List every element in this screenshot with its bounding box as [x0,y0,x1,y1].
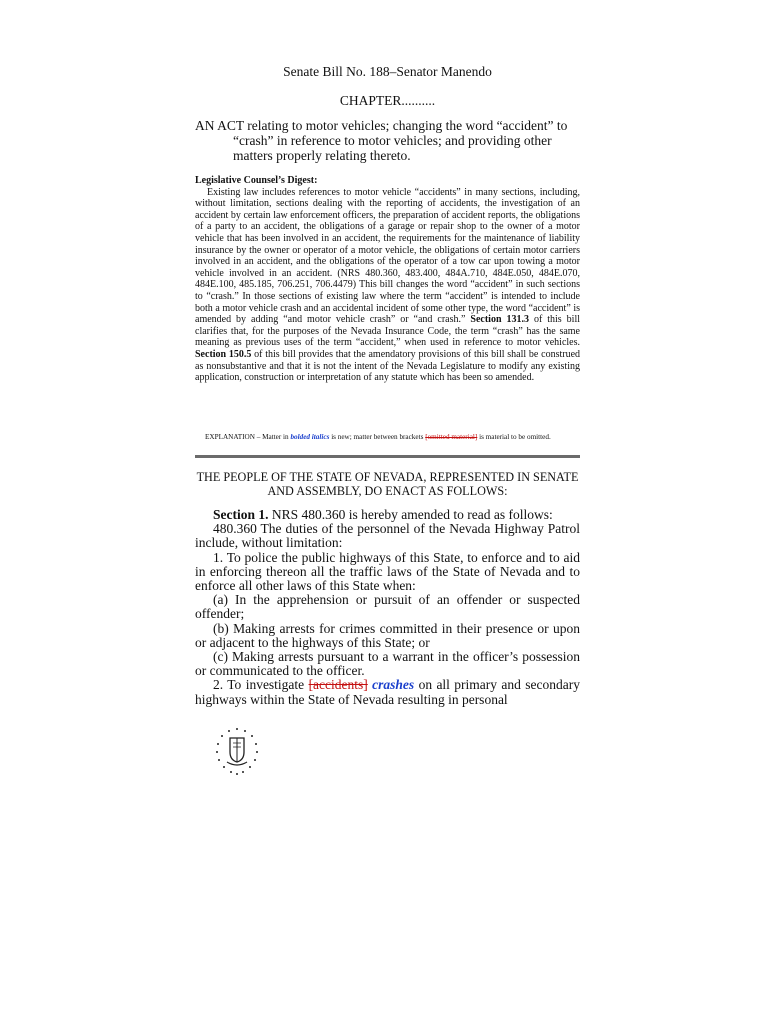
digest-text: of this bill clarifies that, for the purposes of the Nevada Insurance Code, the term “crash” has the same meaning as previous uses of the term “accident,” when used in reference to motor vehicles. [195,314,580,349]
explanation-note [205,433,580,441]
statute-paragraph: (a) In the apprehension or pursuit of an offender or suspected offender; [195,592,580,622]
statute-paragraph: (c) Making arrests pursuant to a warrant in the officer’s possession or communicated to the officer. [195,649,580,679]
explanation-omitted-sample: [omitted material] [425,433,478,441]
statute-paragraph [195,678,580,706]
statute-text: 2. To investigate [213,677,309,693]
explanation-text: is material to be omitted. [477,433,551,441]
inserted-text: crashes [372,677,415,693]
digest-section-ref: Section 150.5 [195,348,252,360]
nevada-legislature-seal-icon [213,726,261,776]
digest-text: Existing law includes references to motor vehicle “accidents” in many sections, including, without limitation, sections dealing with the reporting of accidents, the investigation of an accident by certain law enforcement officers, the preparation of accident reports, the obligations of a party to an accident, the obligations of a garage or repair shop to the owner of a motor vehicle that has been involved in an accident, the requirements for the maintenance of liability insurance by the owner or operator of a motor vehicle, the obligations of certain motor carriers involved in an accident, and the obligations of the operator of a tow car upon towing a motor vehicle involved in an accident. (NRS 480.360, 483.400, 484A.710, 484E.050, 484E.070, 484E.100, 485.185, 706.251, 706.4479) This bill changes the word “accident” in such sections to “crash.” In those sections of existing law where the term “accident” is intended to include both a motor vehicle crash and an accidental incident of some other type, the word “accident” is amended by adding “and motor vehicle crash” or “and crash.” [195,186,580,326]
explanation-text: EXPLANATION – Matter in [205,433,291,441]
act-title: AN ACT relating to motor vehicles; changing the word “accident” to “crash” in reference to motor vehicles; and providing other matters properly relating thereto. [195,118,568,163]
digest-heading: Legislative Counsel’s Digest: [195,175,318,186]
statute-paragraph: (b) Making arrests for crimes committed in their presence or upon or adjacent to the highways of this State; or [195,620,580,650]
section-divider [195,455,580,458]
section-label: Section 1. [213,507,269,522]
statute-text: on all primary and secondary highways within the State of Nevada resulting in personal [195,677,581,707]
bill-header: Senate Bill No. 188–Senator Manendo [283,64,492,79]
explanation-text: is new; matter between brackets [329,433,426,441]
enacting-clause: THE PEOPLE OF THE STATE OF NEVADA, REPRESENTED IN SENATE AND ASSEMBLY, DO ENACT AS FOLLOWS: [196,470,579,498]
deleted-text: [accidents] [308,677,368,693]
chapter-line: CHAPTER.......... [339,93,436,108]
section-intro: NRS 480.360 is hereby amended to read as follows: [268,507,553,522]
explanation-new-sample: bolded italics [290,433,330,441]
legislative-digest [195,175,580,384]
digest-text: of this bill provides that the amendatory provisions of this bill shall be construed as nonsubstantive and that it is not the intent of the Nevada Legislature to modify any existing application, construction or interpretation of any statute which has been so amended. [195,348,581,384]
statute-paragraph: 480.360 The duties of the personnel of the Nevada Highway Patrol include, without limitation: [195,521,580,551]
statute-paragraph: 1. To police the public highways of this State, to enforce and to aid in enforcing thereon all the traffic laws of the State of Nevada and to enforce all other laws of this State when: [195,549,580,594]
digest-section-ref: Section 131.3 [470,314,529,326]
bill-body [195,508,580,707]
digest-body [195,187,580,384]
section-heading [195,508,580,522]
